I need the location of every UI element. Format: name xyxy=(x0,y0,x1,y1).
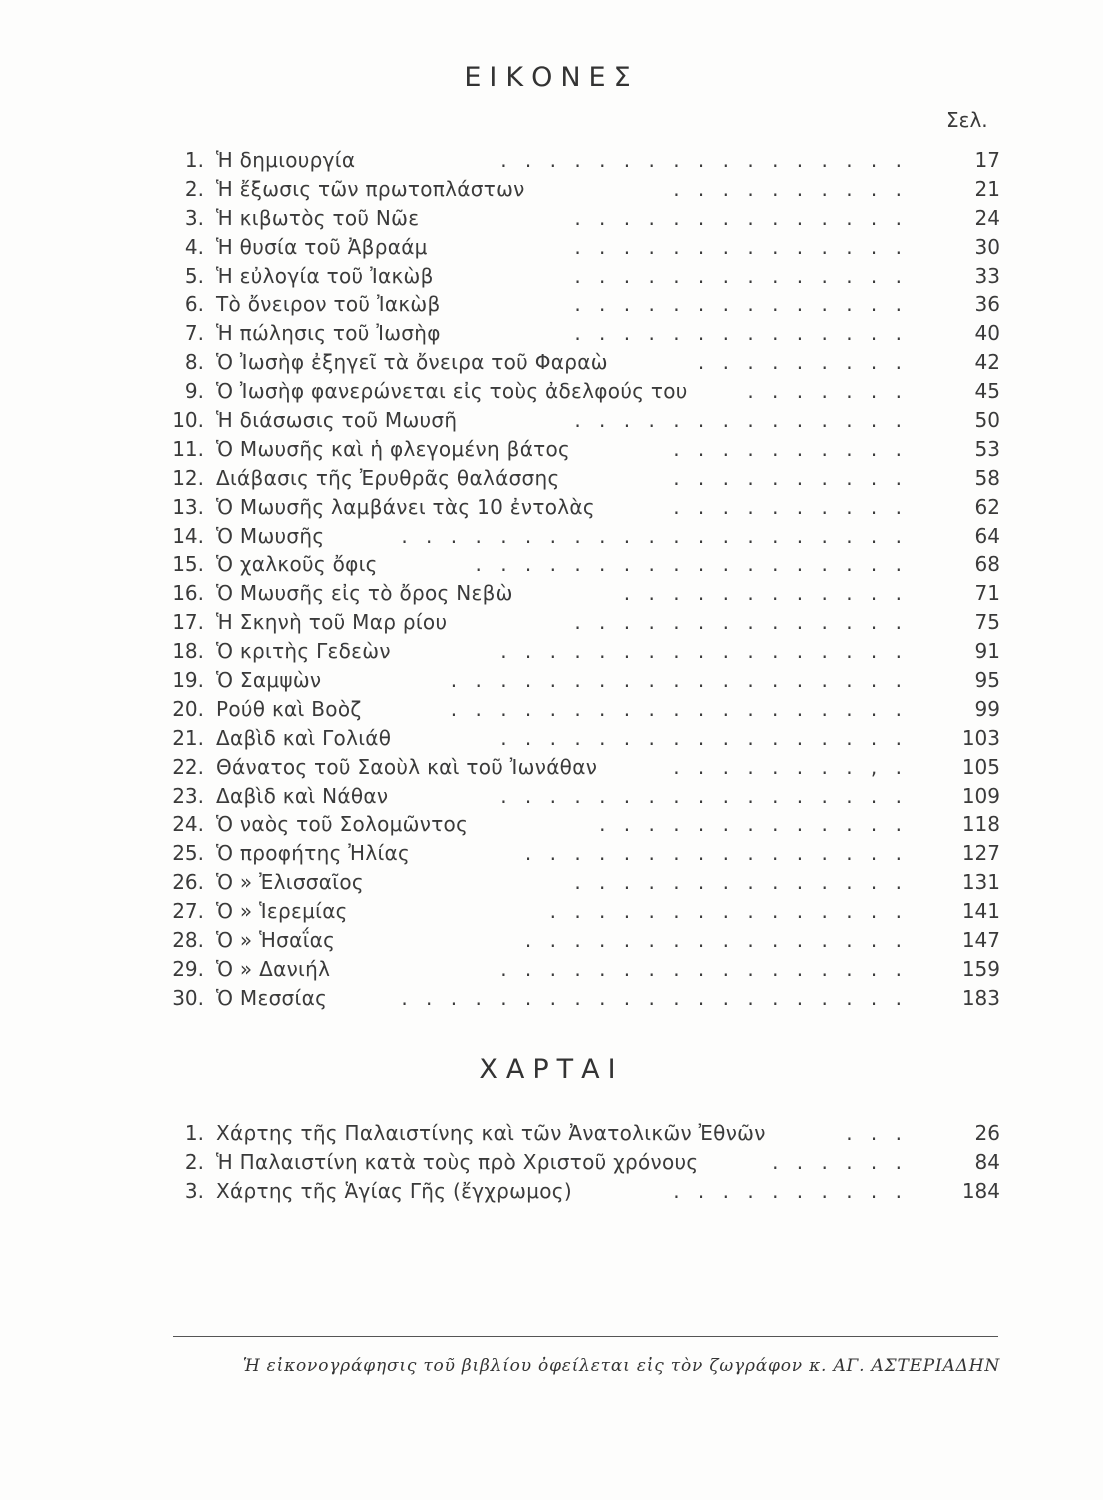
entry-title: Ὁ προφήτης Ἠλίας xyxy=(216,841,411,866)
toc-entry xyxy=(166,1148,1000,1177)
toc-entry xyxy=(166,782,1000,811)
entry-number: 23. xyxy=(172,783,204,808)
entry-page-number: 99 xyxy=(974,696,1000,721)
entry-number: 4. xyxy=(184,234,204,259)
entry-page-number: 131 xyxy=(961,870,1000,895)
toc-entry xyxy=(166,753,1000,782)
entry-page-number: 118 xyxy=(961,812,1000,837)
leader-dots: . . . . . . . . . xyxy=(697,350,908,375)
entry-title: Ἡ κιβωτὸς τοῦ Νῶε xyxy=(216,205,420,230)
entry-page-number: 95 xyxy=(974,668,1000,693)
leader-dots: . . . . . . . . . . . . . . . . . . . . . xyxy=(401,985,908,1010)
toc-entry xyxy=(166,435,1000,464)
entry-title: Ὁ κριτὴς Γεδεὼν xyxy=(216,639,391,664)
footer-divider xyxy=(173,1336,998,1337)
entry-number: 29. xyxy=(172,956,204,981)
entry-title: Θάνατος τοῦ Σαοὺλ καὶ τοῦ Ἰωνάθαν xyxy=(216,754,598,779)
entry-page-number: 53 xyxy=(974,436,1000,461)
entry-title: Χάρτης τῆς Παλαιστίνης καὶ τῶν Ἀνατολικῶν Ἐθνῶν xyxy=(216,1121,766,1145)
entry-page-number: 184 xyxy=(961,1178,1000,1203)
leader-dots: . . . . . . . . . . . . . . xyxy=(574,870,908,895)
leader-dots: . . . . . . . . . . . . . . xyxy=(574,234,908,259)
toc-entry xyxy=(166,175,1000,204)
toc-entry xyxy=(166,550,1000,579)
entry-title: Ὁ » Δανιήλ xyxy=(216,956,331,981)
leader-dots: . . . . . . . . . . . . . . . . . xyxy=(500,725,908,750)
leader-dots: . . . . . . . . . . . . . . xyxy=(574,321,908,346)
entry-page-number: 36 xyxy=(974,292,1000,317)
images-list xyxy=(166,146,1000,1013)
entry-title: Ὁ Μωυσῆς xyxy=(216,523,325,548)
entry-page-number: 84 xyxy=(974,1149,1000,1174)
entry-page-number: 33 xyxy=(974,263,1000,288)
toc-entry xyxy=(166,839,1000,868)
entry-number: 17. xyxy=(172,610,204,635)
entry-number: 2. xyxy=(184,1149,204,1174)
entry-number: 7. xyxy=(184,321,204,346)
entry-title: Δαβὶδ καὶ Νάθαν xyxy=(216,783,389,808)
entry-page-number: 26 xyxy=(974,1121,1000,1145)
entry-page-number: 17 xyxy=(974,148,1000,172)
entry-title: Ὁ Ἰωσὴφ φανερώνεται εἰς τοὺς ἀδελφούς του xyxy=(216,379,688,404)
leader-dots: . . . . . . . . . . . . . . . . xyxy=(524,841,908,866)
entry-number: 8. xyxy=(184,350,204,375)
entry-page-number: 24 xyxy=(974,205,1000,230)
entry-title: Ἡ ἔξωσις τῶν πρωτοπλάστων xyxy=(216,176,525,201)
entry-title: Ὁ Μωυσῆς καὶ ἡ φλεγομένη βάτος xyxy=(216,436,571,461)
leader-dots: . . . xyxy=(846,1121,908,1145)
toc-entry xyxy=(166,146,1000,175)
leader-dots: . . . . . . . xyxy=(747,379,908,404)
images-section-title: ΕΙΚΟΝΕΣ xyxy=(464,62,639,93)
entry-page-number: 147 xyxy=(961,928,1000,953)
entry-title: Ρούθ καὶ Βοὸζ xyxy=(216,696,362,721)
leader-dots: . . . . . . . . , . xyxy=(673,754,908,779)
entry-page-number: 42 xyxy=(974,350,1000,375)
leader-dots: . . . . . . . . . . . . . . xyxy=(574,263,908,288)
toc-entry xyxy=(166,868,1000,897)
leader-dots: . . . . . . . . . . xyxy=(673,1178,908,1203)
leader-dots: . . . . . . . . . . xyxy=(673,465,908,490)
entry-number: 5. xyxy=(184,263,204,288)
entry-page-number: 103 xyxy=(961,725,1000,750)
entry-title: Ἡ εὐλογία τοῦ Ἰακὼβ xyxy=(216,263,434,288)
entry-number: 22. xyxy=(172,754,204,779)
entry-number: 15. xyxy=(172,552,204,577)
entry-title: Ὁ Μωυσῆς λαμβάνει τὰς 10 ἐντολὰς xyxy=(216,494,595,519)
leader-dots: . . . . . . . . . . . . . . . . xyxy=(524,928,908,953)
entry-title: Δαβὶδ καὶ Γολιάθ xyxy=(216,725,392,750)
entry-number: 26. xyxy=(172,870,204,895)
entry-page-number: 71 xyxy=(974,581,1000,606)
entry-page-number: 62 xyxy=(974,494,1000,519)
entry-title: Ὁ » Ἡσαΐας xyxy=(216,928,336,953)
entry-number: 19. xyxy=(172,668,204,693)
entry-number: 10. xyxy=(172,408,204,433)
leader-dots: . . . . . . . . . . xyxy=(673,436,908,461)
entry-page-number: 40 xyxy=(974,321,1000,346)
leader-dots: . . . . . . . . . . . . . . . . . . . xyxy=(450,668,908,693)
entry-number: 12. xyxy=(172,465,204,490)
leader-dots: . . . . . . xyxy=(772,1149,908,1174)
entry-number: 16. xyxy=(172,581,204,606)
leader-dots: . . . . . . . . . . . . . . . xyxy=(549,899,908,924)
leader-dots: . . . . . . . . . . . . . . . . . xyxy=(500,639,908,664)
leader-dots: . . . . . . . . . . . . . . . . . xyxy=(500,956,908,981)
toc-entry xyxy=(166,262,1000,291)
leader-dots: . . . . . . . . . . . . . . . . . xyxy=(500,783,908,808)
toc-entry xyxy=(166,666,1000,695)
entry-title: Ἡ Σκηνὴ τοῦ Μαρ ρίου xyxy=(216,610,448,635)
entry-title: Ὁ Σαμψὼν xyxy=(216,668,322,693)
toc-entry xyxy=(166,1119,1000,1148)
entry-number: 1. xyxy=(184,1121,204,1145)
entry-page-number: 141 xyxy=(961,899,1000,924)
entry-title: Ὁ Μεσσίας xyxy=(216,985,328,1010)
entry-title: Τὸ ὄνειρον τοῦ Ἰακὼβ xyxy=(216,292,441,317)
entry-title: Ἡ Παλαιστίνη κατὰ τοὺς πρὸ Χριστοῦ χρόνους xyxy=(216,1149,699,1174)
entry-page-number: 50 xyxy=(974,408,1000,433)
toc-entry xyxy=(166,233,1000,262)
entry-number: 9. xyxy=(184,379,204,404)
entry-page-number: 127 xyxy=(961,841,1000,866)
entry-page-number: 105 xyxy=(961,754,1000,779)
entry-number: 13. xyxy=(172,494,204,519)
leader-dots: . . . . . . . . . . . . . . xyxy=(574,610,908,635)
toc-entry xyxy=(166,955,1000,984)
entry-title: Ὁ χαλκοῦς ὄφις xyxy=(216,552,378,577)
toc-entry xyxy=(166,348,1000,377)
toc-entry xyxy=(166,695,1000,724)
leader-dots: . . . . . . . . . . . . . . . . . . . . . xyxy=(401,523,908,548)
entry-number: 14. xyxy=(172,523,204,548)
entry-title: Χάρτης τῆς Ἁγίας Γῆς (ἔγχρωμος) xyxy=(216,1178,572,1203)
entry-number: 25. xyxy=(172,841,204,866)
toc-entry xyxy=(166,810,1000,839)
toc-entry xyxy=(166,608,1000,637)
entry-number: 27. xyxy=(172,899,204,924)
leader-dots: . . . . . . . . . . . . xyxy=(623,581,908,606)
entry-number: 1. xyxy=(184,148,204,172)
toc-entry xyxy=(166,1177,1000,1206)
maps-section-title: ΧΑΡΤΑΙ xyxy=(479,1054,624,1085)
entry-title: Ἡ θυσία τοῦ Ἀβραάμ xyxy=(216,234,428,259)
leader-dots: . . . . . . . . . . xyxy=(673,494,908,519)
toc-entry xyxy=(166,984,1000,1013)
entry-number: 3. xyxy=(184,205,204,230)
entry-page-number: 91 xyxy=(974,639,1000,664)
leader-dots: . . . . . . . . . . . . . . . . . . . xyxy=(450,696,908,721)
toc-entry xyxy=(166,926,1000,955)
leader-dots: . . . . . . . . . . . . . xyxy=(599,812,908,837)
leader-dots: . . . . . . . . . . . . . . xyxy=(574,408,908,433)
entry-title: Ὁ » Ἐλισσαῖος xyxy=(216,870,364,895)
entry-title: Ὁ » Ἱερεμίας xyxy=(216,899,348,924)
entry-title: Ὁ Ἰωσὴφ ἐξηγεῖ τὰ ὄνειρα τοῦ Φαραὼ xyxy=(216,350,608,375)
entry-number: 11. xyxy=(172,436,204,461)
entry-title: Ἡ δημιουργία xyxy=(216,148,356,172)
entry-number: 2. xyxy=(184,176,204,201)
toc-entry xyxy=(166,493,1000,522)
toc-entry xyxy=(166,290,1000,319)
leader-dots: . . . . . . . . . . . . . . . . . . xyxy=(475,552,908,577)
toc-entry xyxy=(166,204,1000,233)
entry-title: Ὁ ναὸς τοῦ Σολομῶντος xyxy=(216,812,469,837)
entry-page-number: 183 xyxy=(961,985,1000,1010)
entry-page-number: 75 xyxy=(974,610,1000,635)
toc-entry xyxy=(166,464,1000,493)
entry-page-number: 64 xyxy=(974,523,1000,548)
entry-page-number: 21 xyxy=(974,176,1000,201)
page-column-header: Σελ. xyxy=(946,108,988,132)
leader-dots: . . . . . . . . . . . . . . . . . xyxy=(500,148,908,172)
entry-number: 21. xyxy=(172,725,204,750)
entry-title: Διάβασις τῆς Ἐρυθρᾶς θαλάσσης xyxy=(216,465,560,490)
toc-entry xyxy=(166,522,1000,551)
leader-dots: . . . . . . . . . . xyxy=(673,176,908,201)
toc-entry xyxy=(166,406,1000,435)
entry-page-number: 109 xyxy=(961,783,1000,808)
entry-title: Ἡ πώλησις τοῦ Ἰωσὴφ xyxy=(216,321,441,346)
toc-entry xyxy=(166,724,1000,753)
entry-number: 24. xyxy=(172,812,204,837)
toc-entry xyxy=(166,319,1000,348)
leader-dots: . . . . . . . . . . . . . . xyxy=(574,205,908,230)
entry-number: 28. xyxy=(172,928,204,953)
maps-list xyxy=(166,1119,1000,1206)
entry-title: Ὁ Μωυσῆς εἰς τὸ ὄρος Νεβὼ xyxy=(216,581,513,606)
entry-number: 30. xyxy=(172,985,204,1010)
toc-entry xyxy=(166,377,1000,406)
entry-page-number: 159 xyxy=(961,956,1000,981)
toc-entry xyxy=(166,579,1000,608)
entry-page-number: 68 xyxy=(974,552,1000,577)
entry-number: 3. xyxy=(184,1178,204,1203)
toc-entry xyxy=(166,897,1000,926)
entry-page-number: 58 xyxy=(974,465,1000,490)
entry-number: 20. xyxy=(172,696,204,721)
illustration-credit: Ἡ εἰκονογράφησις τοῦ βιβλίου ὀφείλεται εἰς τὸν ζωγράφον κ. ΑΓ. ΑΣΤΕΡΙΑΔΗΝ xyxy=(242,1356,1000,1376)
entry-page-number: 45 xyxy=(974,379,1000,404)
entry-number: 6. xyxy=(184,292,204,317)
entry-title: Ἡ διάσωσις τοῦ Μωυσῆ xyxy=(216,408,458,433)
entry-page-number: 30 xyxy=(974,234,1000,259)
toc-entry xyxy=(166,637,1000,666)
leader-dots: . . . . . . . . . . . . . . xyxy=(574,292,908,317)
entry-number: 18. xyxy=(172,639,204,664)
